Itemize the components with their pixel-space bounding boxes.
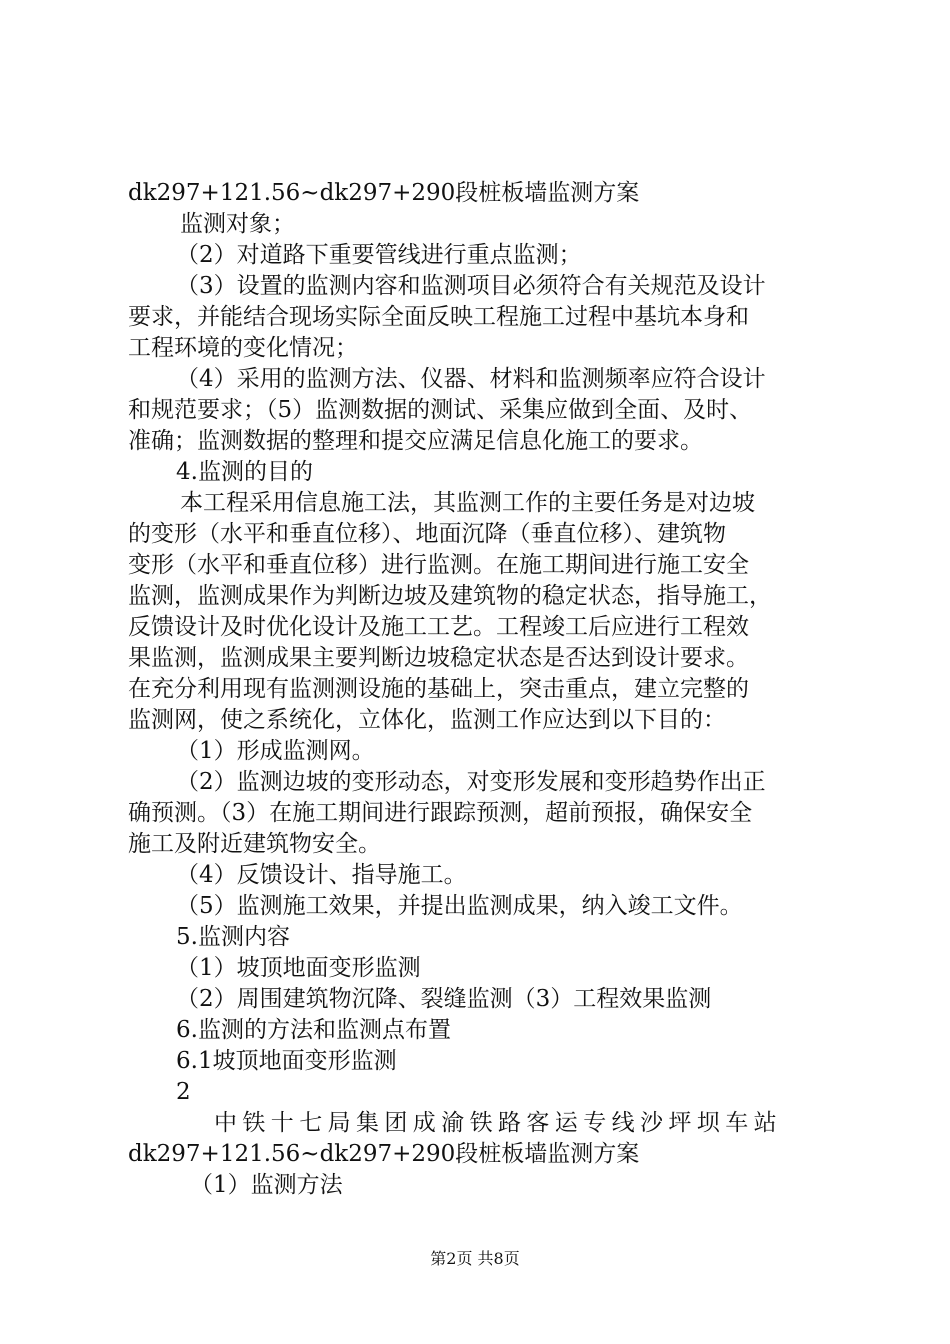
doc-line-22: 施工及附近建筑物安全。 <box>128 831 381 857</box>
doc-line-23: （4）反馈设计、指导施工。 <box>176 862 467 888</box>
doc-line-3: （2）对道路下重要管线进行重点监测； <box>176 242 582 268</box>
doc-line-16: 果监测，监测成果主要判断边坡稳定状态是否达到设计要求。 <box>128 645 749 671</box>
doc-line-21: 确预测。（3）在施工期间进行跟踪预测，超前预报，确保安全 <box>128 800 753 826</box>
doc-line-15: 反馈设计及时优化设计及施工工艺。工程竣工后应进行工程效 <box>128 614 749 640</box>
doc-line-6: 工程环境的变化情况； <box>128 335 358 361</box>
doc-line-33: （1）监测方法 <box>190 1172 343 1198</box>
doc-line-24: （5）监测施工效果，并提出监测成果，纳入竣工文件。 <box>176 893 743 919</box>
page-footer: 第2页 共8页 <box>430 1249 520 1268</box>
doc-line-4: （3）设置的监测内容和监测项目必须符合有关规范及设计 <box>176 273 766 299</box>
doc-line-1: dk297+121.56~dk297+290段桩板墙监测方案 <box>128 180 640 206</box>
running-header-line-2: dk297+121.56~dk297+290段桩板墙监测方案 <box>128 1141 640 1167</box>
section-heading-5: 5.监测内容 <box>176 924 290 950</box>
section-heading-6: 6.监测的方法和监测点布置 <box>176 1017 451 1043</box>
doc-line-11: 本工程采用信息施工法，其监测工作的主要任务是对边坡 <box>180 490 755 516</box>
doc-line-18: 监测网，使之系统化，立体化，监测工作应达到以下目的： <box>128 707 726 733</box>
doc-line-7: （4）采用的监测方法、仪器、材料和监测频率应符合设计 <box>176 366 766 392</box>
doc-line-12: 的变形（水平和垂直位移）、地面沉降（垂直位移）、建筑物 <box>128 521 726 547</box>
doc-line-2: 监测对象； <box>180 211 295 237</box>
page-number-marker: 2 <box>176 1079 191 1105</box>
section-heading-4: 4.监测的目的 <box>176 459 313 485</box>
doc-line-5: 要求，并能结合现场实际全面反映工程施工过程中基坑本身和 <box>128 304 749 330</box>
section-heading-6-1: 6.1坡顶地面变形监测 <box>176 1048 397 1074</box>
doc-line-19: （1）形成监测网。 <box>176 738 375 764</box>
doc-line-27: （2）周围建筑物沉降、裂缝监测（3）工程效果监测 <box>176 986 712 1012</box>
doc-line-8: 和规范要求；（5）监测数据的测试、采集应做到全面、及时、 <box>128 397 753 423</box>
running-header-line-1: 中铁十七局集团成渝铁路客运专线沙坪坝车站 <box>214 1110 782 1136</box>
doc-line-14: 监测，监测成果作为判断边坡及建筑物的稳定状态，指导施工， <box>128 583 772 609</box>
doc-line-9: 准确；监测数据的整理和提交应满足信息化施工的要求。 <box>128 428 703 454</box>
doc-line-26: （1）坡顶地面变形监测 <box>176 955 421 981</box>
doc-line-17: 在充分利用现有监测测设施的基础上，突击重点，建立完整的 <box>128 676 749 702</box>
doc-line-20: （2）监测边坡的变形动态，对变形发展和变形趋势作出正 <box>176 769 766 795</box>
doc-line-13: 变形（水平和垂直位移）进行监测。在施工期间进行施工安全 <box>128 552 749 578</box>
